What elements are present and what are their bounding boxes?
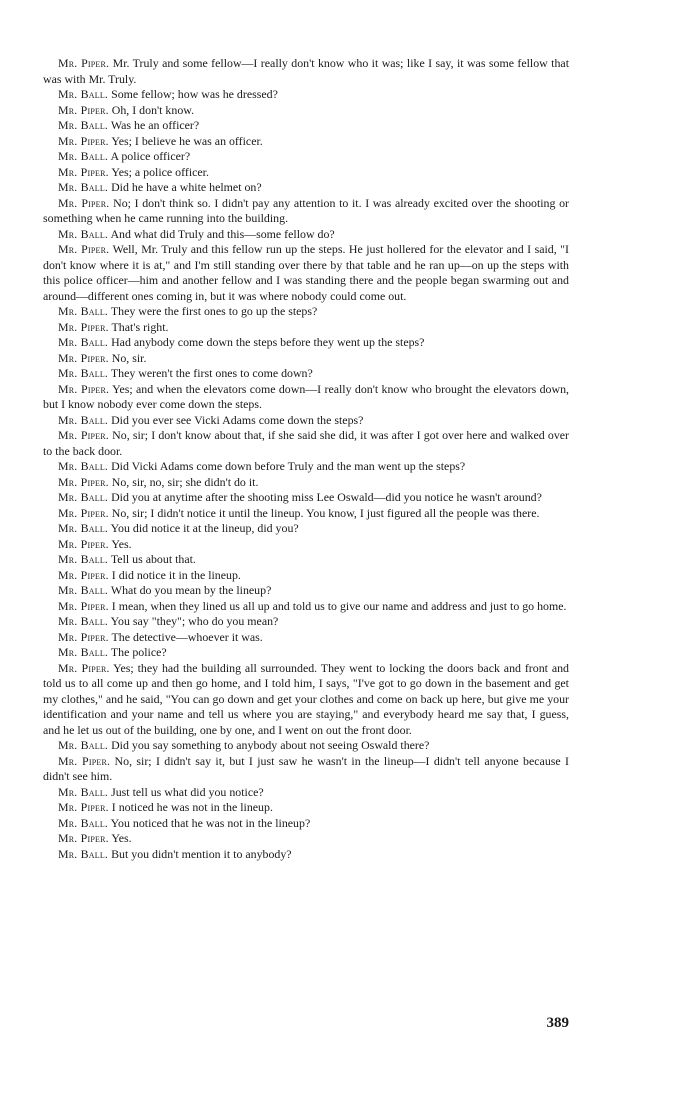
speaker-label: Mr. Piper. [58, 102, 109, 117]
testimony-line [43, 103, 569, 119]
testimony-text: Yes. [111, 831, 132, 845]
testimony-line [43, 568, 569, 584]
testimony-text: I noticed he was not in the lineup. [111, 800, 273, 814]
testimony-line [43, 413, 569, 429]
speaker-label: Mr. Ball. [58, 335, 109, 349]
speaker-label: Mr. Piper. [58, 319, 109, 334]
testimony-text: You say "they"; who do you mean? [110, 614, 279, 628]
testimony-line [43, 165, 569, 181]
testimony-text: No, sir; I didn't notice it until the lineup. You know, I just figured all the people was there. [111, 505, 540, 520]
testimony-line [43, 149, 569, 165]
speaker-label: Mr. Ball. [58, 521, 109, 535]
speaker-label: Mr. Ball. [58, 738, 109, 752]
testimony-line [43, 382, 569, 413]
testimony-text: The police? [110, 645, 167, 659]
speaker-label: Mr. Ball. [58, 149, 109, 163]
testimony-line [43, 118, 569, 134]
testimony-text: The detective—whoever it was. [111, 629, 263, 644]
testimony-line [43, 320, 569, 336]
testimony-line [43, 428, 569, 459]
testimony-text: And what did Truly and this—some fellow do? [110, 226, 335, 241]
speaker-label: Mr. Piper. [58, 598, 109, 613]
speaker-label: Mr. Piper. [58, 629, 109, 644]
testimony-text: Some fellow; how was he dressed? [111, 87, 278, 101]
speaker-label: Mr. Ball. [58, 645, 109, 659]
testimony-line [43, 754, 569, 785]
testimony-text: Had anybody come down the steps before they went up the steps? [111, 335, 425, 349]
speaker-label: Mr. Ball. [58, 552, 109, 566]
testimony-line [43, 831, 569, 847]
speaker-label: Mr. Piper. [58, 350, 109, 365]
testimony-line [43, 304, 569, 320]
testimony-line [43, 614, 569, 630]
testimony-line [43, 800, 569, 816]
testimony-text: I mean, when they lined us all up and told us to give our name and address and just to go home. [111, 598, 567, 613]
testimony-line [43, 366, 569, 382]
speaker-label: Mr. Piper. [58, 381, 110, 396]
testimony-line [43, 351, 569, 367]
speaker-label: Mr. Piper. [58, 567, 109, 582]
testimony-text: Did you at anytime after the shooting miss Lee Oswald—did you notice he wasn't around? [111, 490, 542, 504]
testimony-text: Just tell us what did you notice? [111, 784, 264, 799]
testimony-line [43, 56, 569, 87]
speaker-label: Mr. Ball. [58, 412, 109, 427]
testimony-text: I did notice it in the lineup. [111, 567, 241, 582]
speaker-label: Mr. Ball. [58, 614, 109, 628]
speaker-label: Mr. Ball. [58, 459, 109, 473]
testimony-text: Did Vicki Adams come down before Truly and the man went up the steps? [111, 459, 466, 473]
testimony-text: No, sir; I don't know about that, if she said she did, it was after I got over here and walked over to the back door. [43, 428, 569, 458]
speaker-label: Mr. Ball. [58, 366, 109, 380]
testimony-line [43, 227, 569, 243]
testimony-line [43, 645, 569, 661]
testimony-text: No; I don't think so. I didn't pay any attention to it. I was already excited over the shooting or something when he came running into the building. [43, 195, 569, 225]
page-number: 389 [546, 1015, 569, 1031]
speaker-label: Mr. Ball. [58, 846, 109, 861]
testimony-line [43, 583, 569, 599]
testimony-text: Oh, I don't know. [111, 102, 195, 117]
transcript-body [43, 56, 569, 862]
testimony-line [43, 134, 569, 150]
testimony-line [43, 521, 569, 537]
speaker-label: Mr. Ball. [58, 583, 109, 597]
testimony-line [43, 506, 569, 522]
testimony-line [43, 475, 569, 491]
speaker-label: Mr. Piper. [58, 242, 110, 256]
testimony-text: A police officer? [110, 149, 191, 163]
testimony-text: No, sir. [111, 350, 147, 365]
testimony-line [43, 847, 569, 863]
speaker-label: Mr. Piper. [58, 660, 110, 675]
testimony-text: Tell us about that. [110, 552, 196, 566]
testimony-text: They were the first ones to go up the steps? [110, 304, 318, 318]
testimony-text: Did you ever see Vicki Adams come down the steps? [111, 412, 364, 427]
testimony-text: But you didn't mention it to anybody? [111, 846, 292, 861]
testimony-text: Did you say something to anybody about not seeing Oswald there? [111, 738, 430, 752]
testimony-text: No, sir; I didn't say it, but I just saw he wasn't in the lineup—I didn't tell anyone because I didn't see him. [43, 753, 569, 783]
testimony-line [43, 242, 569, 304]
testimony-text: Did he have a white helmet on? [111, 180, 262, 194]
speaker-label: Mr. Piper. [58, 800, 109, 814]
speaker-label: Mr. Piper. [58, 195, 110, 210]
testimony-text: Mr. Truly and some fellow—I really don't know who it was; like I say, it was some fellow that was with Mr. Truly. [43, 56, 569, 86]
testimony-line [43, 785, 569, 801]
testimony-line [43, 490, 569, 506]
testimony-text: Yes; and when the elevators come down—I really don't know who brought the elevators down, but I know nobody ever come down the steps. [43, 381, 569, 411]
testimony-line [43, 552, 569, 568]
speaker-label: Mr. Piper. [58, 831, 109, 845]
speaker-label: Mr. Ball. [58, 815, 109, 830]
testimony-line [43, 87, 569, 103]
speaker-label: Mr. Piper. [58, 428, 109, 442]
testimony-text: You did notice it at the lineup, did you? [110, 521, 299, 535]
speaker-label: Mr. Piper. [58, 164, 109, 179]
speaker-label: Mr. Piper. [58, 133, 109, 148]
testimony-text: Yes; I believe he was an officer. [111, 133, 263, 148]
testimony-line [43, 599, 569, 615]
speaker-label: Mr. Piper. [58, 505, 109, 520]
testimony-line [43, 335, 569, 351]
speaker-label: Mr. Ball. [58, 118, 109, 132]
testimony-text: Yes; a police officer. [111, 164, 209, 179]
testimony-line [43, 630, 569, 646]
testimony-text: You noticed that he was not in the lineup? [110, 815, 311, 830]
speaker-label: Mr. Piper. [58, 536, 109, 551]
speaker-label: Mr. Ball. [58, 304, 109, 318]
speaker-label: Mr. Piper. [58, 474, 109, 489]
speaker-label: Mr. Piper. [58, 753, 111, 768]
speaker-label: Mr. Ball. [58, 784, 109, 799]
testimony-line [43, 661, 569, 739]
testimony-line [43, 180, 569, 196]
testimony-line [43, 816, 569, 832]
testimony-text: Yes. [111, 536, 132, 551]
speaker-label: Mr. Ball. [58, 490, 109, 504]
testimony-text: What do you mean by the lineup? [110, 583, 272, 597]
testimony-text: Yes; they had the building all surrounded. They went to locking the doors back and front and told us to all come up and then go home, and I told him, I says, "I've got to go down in the basement and get my clothes," and he said, "You can go down and get your clothes and come on back up here, but give me your identification and your name and tell us where you are staying," and everybody heard me say that, I guess, and he let us out of the building, one by one, and I went on out the front door. [43, 660, 569, 737]
testimony-text: That's right. [111, 319, 169, 334]
speaker-label: Mr. Ball. [58, 180, 109, 194]
testimony-text: Was he an officer? [110, 118, 200, 132]
testimony-line [43, 459, 569, 475]
testimony-line [43, 196, 569, 227]
testimony-text: Well, Mr. Truly and this fellow run up the steps. He just hollered for the elevator and I said, "I don't know where it is at," and I'm still standing over there by that table and he ran up—on up the steps with this police officer—him and another fellow and I was standing there and the people began swarming out and around—different ones coming in, but it was where nobody could come out. [43, 242, 570, 303]
speaker-label: Mr. Ball. [58, 87, 109, 101]
speaker-label: Mr. Ball. [58, 226, 109, 241]
testimony-line [43, 738, 569, 754]
speaker-label: Mr. Piper. [58, 56, 110, 70]
testimony-text: They weren't the first ones to come down? [110, 366, 313, 380]
testimony-text: No, sir, no, sir; she didn't do it. [111, 474, 259, 489]
testimony-line [43, 537, 569, 553]
